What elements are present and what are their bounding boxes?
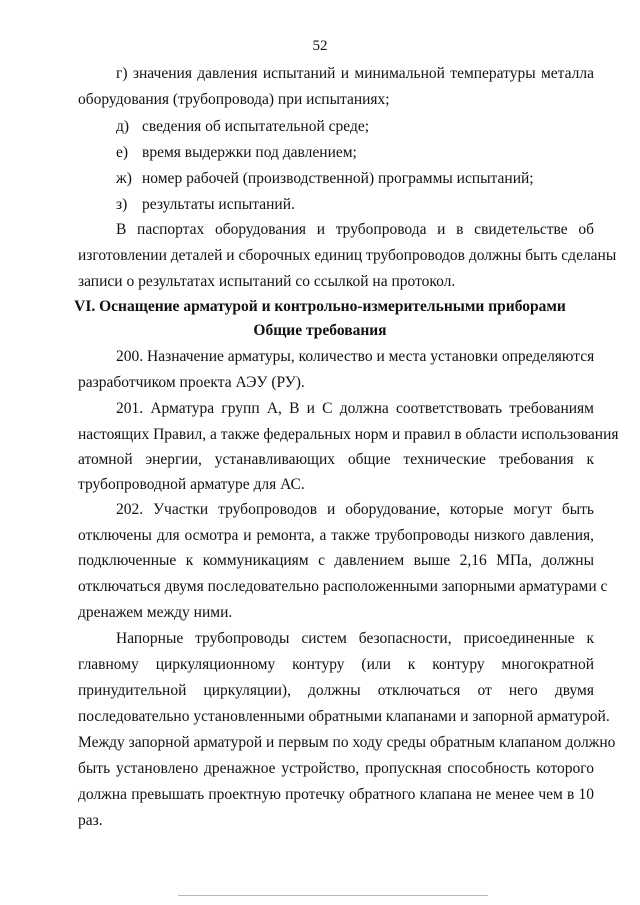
pressure-paragraph-line-8: раз. xyxy=(78,812,103,829)
section-title: VI. Оснащение арматурой и контрольно-измерительными приборами xyxy=(74,298,566,315)
paragraph-201-line-2: настоящих Правил, а также федеральных норм и правил в области использования xyxy=(78,426,619,443)
passport-paragraph-line-3: записи о результатах испытаний со ссылкой на протокол. xyxy=(78,273,456,290)
list-text-g-part-1: значения давления испытаний и минимальной температуры металла xyxy=(132,65,594,82)
list-marker: д) xyxy=(116,118,130,135)
list-item-g-line-1 xyxy=(116,66,594,82)
pressure-paragraph-line-6: быть установлено дренажное устройство, пропускная способность которого xyxy=(78,760,594,777)
paragraph-201-line-4: трубопроводной арматуре для АС. xyxy=(78,476,305,493)
paragraph-202-line-2: отключены для осмотра и ремонта, а также трубопроводы низкого давления, xyxy=(78,527,594,544)
list-text: сведения об испытательной среде; xyxy=(142,118,370,135)
list-item xyxy=(116,170,534,188)
list-text: время выдержки под давлением; xyxy=(142,144,357,161)
paragraph-200-line-2: разработчиком проекта АЭУ (РУ). xyxy=(78,374,305,391)
pressure-paragraph-line-1: Напорные трубопроводы систем безопасности, присоединенные к xyxy=(116,630,594,647)
list-marker: з) xyxy=(116,196,128,213)
list-marker: е) xyxy=(116,144,129,161)
pressure-paragraph-line-7: должна превышать проектную протечку обратного клапана не менее чем в 10 xyxy=(78,786,594,803)
list-marker-g: г) xyxy=(116,65,128,82)
paragraph-201-line-1: 201. Арматура групп А, В и С должна соответствовать требованиям xyxy=(116,400,594,417)
list-text: результаты испытаний. xyxy=(142,196,295,213)
page-number: 52 xyxy=(312,38,328,54)
paragraph-202-line-1: 202. Участки трубопроводов и оборудование, которые могут быть xyxy=(116,501,594,518)
passport-paragraph-line-1: В паспортах оборудования и трубопровода и в свидетельстве об xyxy=(116,221,594,238)
pressure-paragraph-line-2: главному циркуляционному контуру (или к контуру многократной xyxy=(78,656,594,673)
list-item xyxy=(116,118,369,136)
paragraph-202-line-5: дренажем между ними. xyxy=(78,604,233,621)
paragraph-202-line-3: подключенные к коммуникациям с давлением выше 2,16 МПа, должны xyxy=(78,552,594,569)
list-item xyxy=(116,196,295,214)
list-item xyxy=(116,144,357,162)
scan-edge-line xyxy=(178,895,488,896)
pressure-paragraph-line-3: принудительной циркуляции), должны отключаться от него двумя xyxy=(78,682,594,699)
paragraph-201-line-3: атомной энергии, устанавливающих общие технические требования к xyxy=(78,451,594,468)
paragraph-202-line-4: отключаться двумя последовательно расположенными запорными арматурами с xyxy=(78,578,608,595)
list-item-g-line-2: оборудования (трубопровода) при испытаниях; xyxy=(78,91,390,108)
pressure-paragraph-line-4: последовательно установленными обратными клапанами и запорной арматурой. xyxy=(78,708,610,725)
section-subtitle: Общие требования xyxy=(253,322,387,339)
paragraph-200-line-1: 200. Назначение арматуры, количество и места установки определяются xyxy=(116,348,595,365)
pressure-paragraph-line-5: Между запорной арматурой и первым по ходу среды обратным клапаном должно xyxy=(78,734,616,751)
list-marker: ж) xyxy=(116,170,132,187)
list-text: номер рабочей (производственной) программы испытаний; xyxy=(142,170,534,187)
passport-paragraph-line-2: изготовлении деталей и сборочных единиц трубопроводов должны быть сделаны xyxy=(78,247,617,264)
